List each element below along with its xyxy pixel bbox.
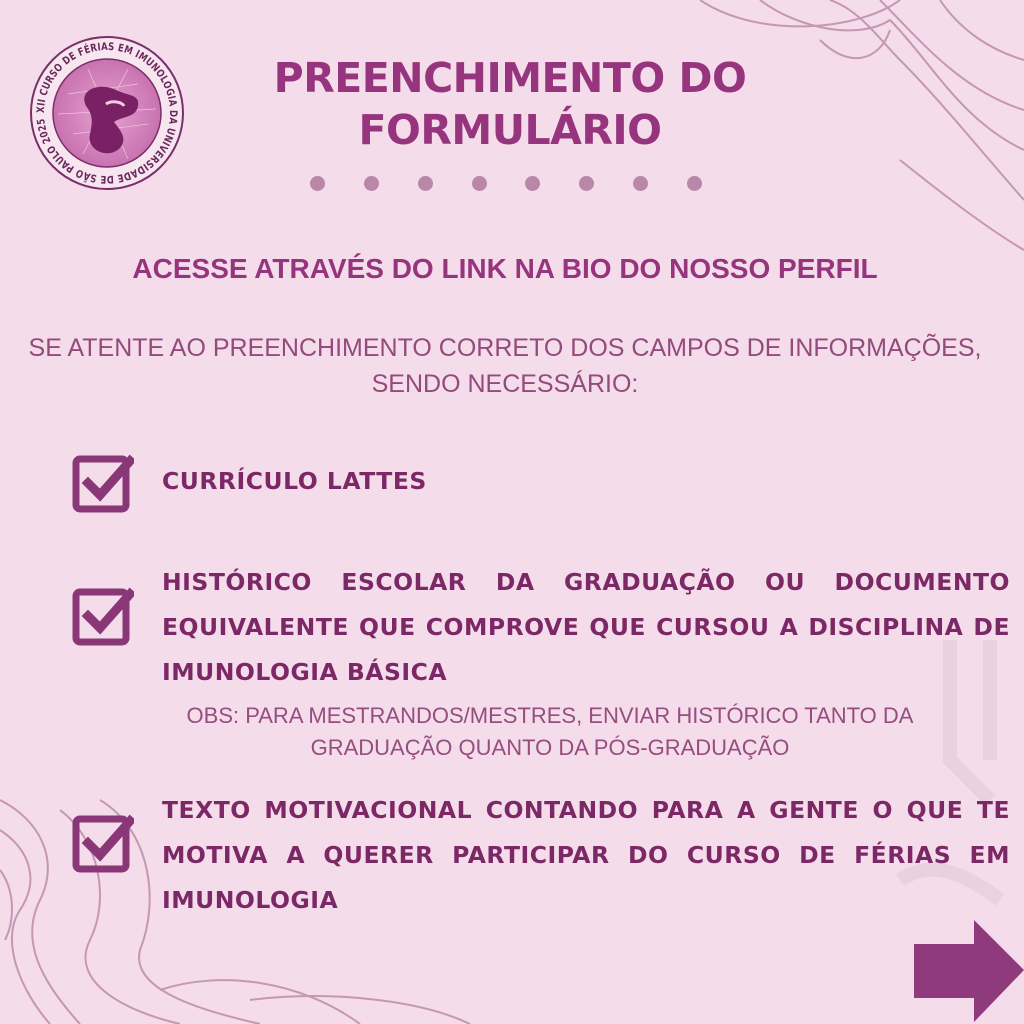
access-link-instruction: ACESSE ATRAVÉS DO LINK NA BIO DO NOSSO PERFIL [132, 253, 878, 284]
observation-note [120, 700, 980, 764]
logo-ring-text: XII CURSO DE FÉRIAS EM IMUNOLOGIA DA UNIVERSIDADE DE SÃO PAULO 2025 [34, 40, 180, 186]
checklist-item-curriculo: CURRÍCULO LATTES [162, 467, 427, 495]
checklist-item-historico: HISTÓRICO ESCOLAR DA GRADUAÇÃO OU DOCUMENTO EQUIVALENTE QUE COMPROVE QUE CURSOU A DISCIPLINA DE IMUNOLOGIA BÁSICA [162, 568, 1010, 686]
course-logo [28, 34, 186, 192]
obs-line-2: GRADUAÇÃO QUANTO DA PÓS-GRADUAÇÃO [310, 735, 790, 760]
dot [633, 176, 648, 191]
checkbox-checked-icon [72, 451, 134, 513]
dot [687, 176, 702, 191]
dot [472, 176, 487, 191]
dot [579, 176, 594, 191]
page-title [195, 52, 825, 156]
title-line-1: PREENCHIMENTO DO [273, 54, 747, 102]
decorative-dots [310, 176, 702, 194]
dot [418, 176, 433, 191]
checkbox-checked-icon [72, 584, 134, 646]
intro-text [0, 330, 1010, 402]
intro-line-1: SE ATENTE AO PREENCHIMENTO CORRETO DOS CAMPOS DE INFORMAÇÕES, [28, 334, 982, 362]
obs-line-1: OBS: PARA MESTRANDOS/MESTRES, ENVIAR HISTÓRICO TANTO DA [186, 703, 914, 728]
checklist-item-texto-motivacional: TEXTO MOTIVACIONAL CONTANDO PARA A GENTE O QUE TE MOTIVA A QUERER PARTICIPAR DO CURSO DE FÉRIAS EM IMUNOLOGIA [162, 796, 1010, 914]
dot [310, 176, 325, 191]
checkbox-checked-icon [72, 811, 134, 873]
arrow-right-icon[interactable] [912, 918, 1024, 1024]
intro-line-2: SENDO NECESSÁRIO: [371, 370, 639, 398]
title-line-2: FORMULÁRIO [358, 106, 662, 154]
dot [364, 176, 379, 191]
dot [525, 176, 540, 191]
